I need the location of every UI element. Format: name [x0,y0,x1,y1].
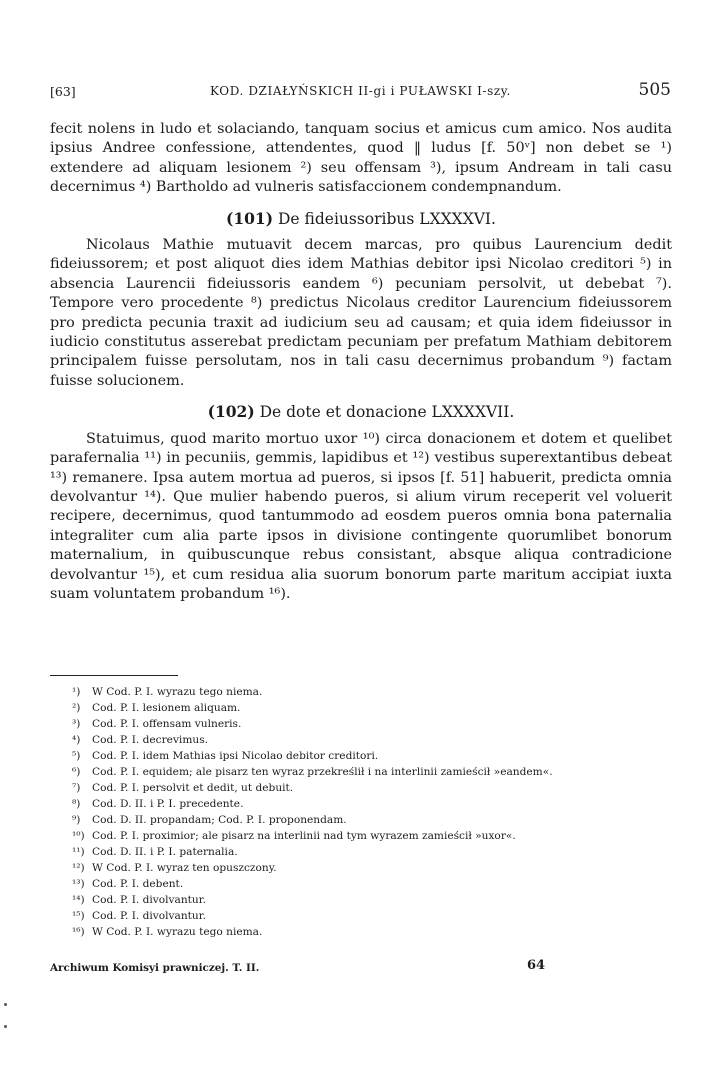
scan-speck [4,1025,7,1028]
footnote-mark: ¹⁰) [72,830,85,842]
footnote-text: Cod. P. I. decrevimus. [92,734,208,746]
footnote-mark: ³) [72,718,81,730]
header-title: KOD. DZIAŁYŃSKICH II-gi i PUŁAWSKI I-szy. [210,84,511,98]
footnote [72,700,672,716]
footnote-mark: ¹) [72,686,81,698]
footnote [72,844,672,860]
footnote-mark: ⁹) [72,814,81,826]
body-text [50,120,672,604]
footnote [72,860,672,876]
footnote-text: Cod. P. I. persolvit et dedit, ut debuit. [92,782,294,794]
header-bracket-number: [63] [50,84,76,99]
footnote-text: Cod. P. I. debent. [92,878,184,890]
footnote [72,876,672,892]
footnote-text: Cod. P. I. lesionem aliquam. [92,702,241,714]
footnote-mark: ¹²) [72,862,85,874]
signature-number: 64 [527,958,546,973]
footnote-text: Cod. P. I. proximior; ale pisarz na interlinii nad tym wyrazem zamieścił »uxor«. [92,830,516,842]
section-title: De dote et donacione LXXXXVII. [259,403,515,422]
footnote [72,764,672,780]
footnote-text: W Cod. P. I. wyraz ten opuszczony. [92,862,277,874]
footnote [72,812,672,828]
footnote-mark: ¹¹) [72,846,85,858]
scan-speck [4,1003,7,1006]
footnote-mark: ²) [72,702,81,714]
footnote-text: Cod. D. II. propandam; Cod. P. I. proponendam. [92,814,347,826]
footnote-mark: ⁶) [72,766,81,778]
footnote-mark: ¹⁴) [72,894,85,906]
section-101-paragraph: Nicolaus Mathie mutuavit decem marcas, pro quibus Laurencium dedit fideiussorem; et post aliquot dies idem Mathias debitor ipsi Nicolao creditori ⁵) in absencia Laurencii fideiussoris eandem ⁶) pecuniam persolvit, ut debebat ⁷). Tempore vero procedente ⁸) predictus Nicolaus creditor Laurencium fideiussorem pro predicta pecunia traxit ad iudicium seu ad causam; et quia idem fideiussor in iudicio constitutus asserebat predictam pecuniam per prefatum Mathiam debitorem principalem fuisse persolutam, nos in tali casu decernimus probandum ⁹) factam fuisse solucionem. [50,237,672,389]
footnote-mark: ⁵) [72,750,81,762]
footnote-divider [50,675,178,676]
footnote [72,716,672,732]
footer-source: Archiwum Komisyi prawniczej. T. II. [50,962,260,974]
section-heading-102 [50,402,672,422]
section-number: (102) [207,402,255,422]
footnote [72,732,672,748]
page-number: 505 [638,80,671,100]
footnote [72,780,672,796]
footnote-text: W Cod. P. I. wyrazu tego niema. [92,686,263,698]
footnote-text: Cod. D. II. i P. I. paternalia. [92,846,238,858]
footnote-mark: ⁴) [72,734,81,746]
footnote [72,924,672,940]
section-title: De fideiussoribus LXXXXVI. [278,209,496,228]
footnote-mark: ⁷) [72,782,81,794]
running-head [50,80,671,102]
footnote-mark: ¹³) [72,878,85,890]
footnote-mark: ⁸) [72,798,81,810]
footnote [72,684,672,700]
section-number: (101) [226,208,274,228]
footnote [72,892,672,908]
footnote-text: Cod. D. II. i P. I. precedente. [92,798,244,810]
footnote [72,828,672,844]
footnote-text: W Cod. P. I. wyrazu tego niema. [92,926,263,938]
page-footer [50,958,550,978]
intro-paragraph: fecit nolens in ludo et solaciando, tanquam socius et amicus cum amico. Nos audita ipsius Andree confessione, attendentes, quod ‖ ludus [f. 50ᵛ] non debet se ¹) extendere ad aliquam lesionem ²) seu offensam ³), ipsum Andream in tali casu decernimus ⁴) Bartholdo ad vulneris satisfaccionem condempnandum. [50,121,672,196]
section-102-paragraph: Statuimus, quod marito mortuo uxor ¹⁰) circa donacionem et dotem et quelibet parafernalia ¹¹) in pecuniis, gemmis, lapidibus et ¹²) vestibus superextantibus debeat ¹³) remanere. Ipsa autem mortua ad pueros, si ipsos [f. 51] habuerit, predicta omnia devolvantur ¹⁴). Que mulier habendo pueros, si alium virum receperit vel voluerit recipere, decernimus, quod tantummodo ad eosdem pueros omnia bona paternalia integraliter cum alia parte ipsos in divisione contingente quorumlibet bonorum maternalium, in quibuscunque rebus consistant, absque aliqua contradicione devolvantur ¹⁵), et cum residua alia suorum bonorum parte maritum accipiat iuxta suam voluntatem probandum ¹⁶). [50,430,672,602]
section-heading-101 [50,209,672,229]
footnote-text: Cod. P. I. divolvantur. [92,910,207,922]
footnote-mark: ¹⁶) [72,926,85,938]
footnote-text: Cod. P. I. idem Mathias ipsi Nicolao debitor creditori. [92,750,379,762]
footnote [72,796,672,812]
footnote-text: Cod. P. I. divolvantur. [92,894,207,906]
footnote-mark: ¹⁵) [72,910,85,922]
footnote [72,748,672,764]
footnotes [72,684,672,940]
footnote-text: Cod. P. I. equidem; ale pisarz ten wyraz przekreślił i na interlinii zamieścił »eandem«. [92,766,553,778]
footnote [72,908,672,924]
footnote-text: Cod. P. I. offensam vulneris. [92,718,242,730]
